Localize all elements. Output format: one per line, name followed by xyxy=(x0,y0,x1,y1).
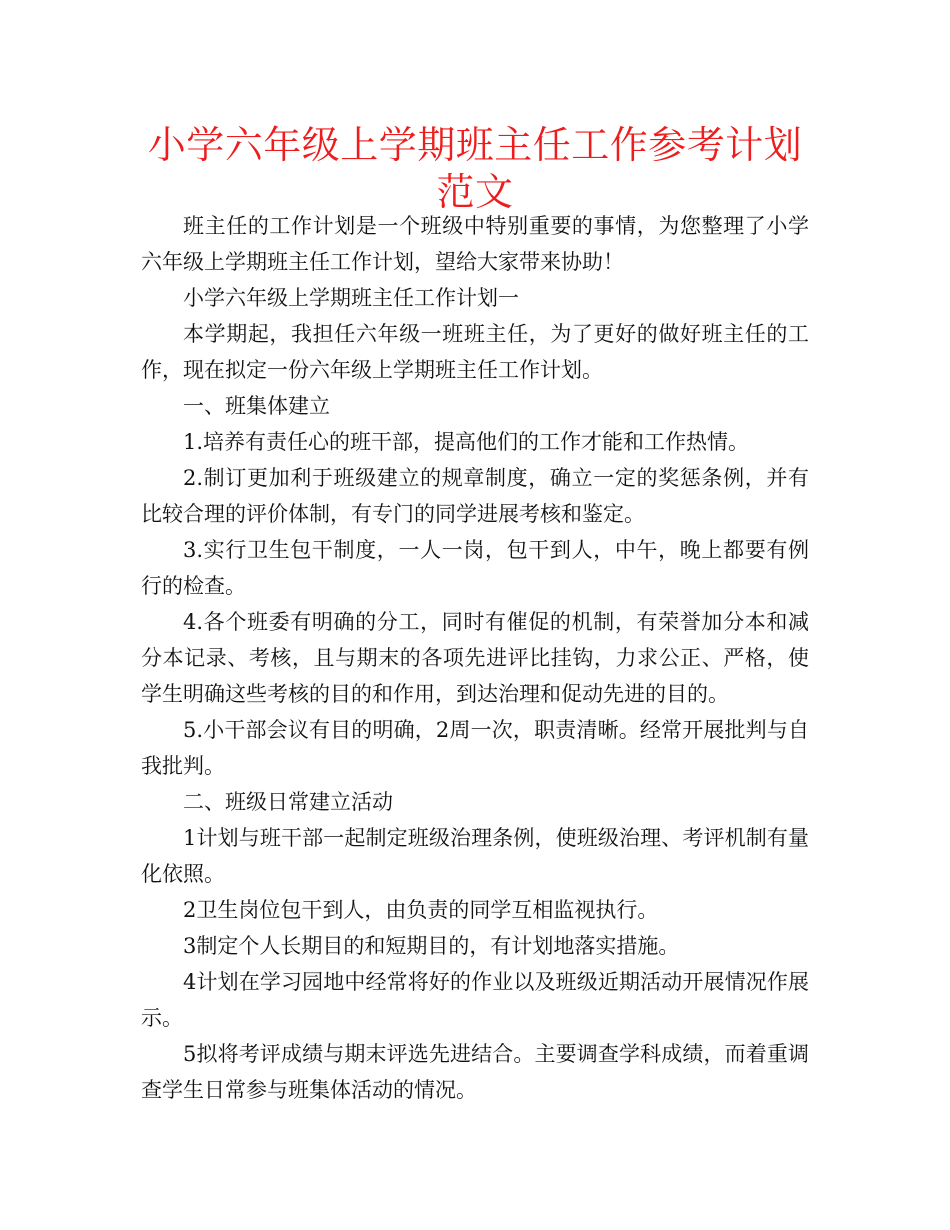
document-body xyxy=(141,208,809,1108)
list-item: 4计划在学习园地中经常将好的作业以及班级近期活动开展情况作展示。 xyxy=(141,970,809,1030)
list-item: 2卫生岗位包干到人，由负责的同学互相监视执行。 xyxy=(183,898,659,922)
list-item: 3.实行卫生包干制度，一人一岗，包干到人，中午，晚上都要有例行的检查。 xyxy=(141,538,809,598)
list-item: 3制定个人长期目的和短期目的，有计划地落实措施。 xyxy=(183,934,680,958)
body-paragraph: 本学期起，我担任六年级一班班主任，为了更好的做好班主任的工作，现在拟定一份六年级上学期班主任工作计划。 xyxy=(141,322,809,382)
intro-paragraph: 班主任的工作计划是一个班级中特别重要的事情，为您整理了小学六年级上学期班主任工作计划，望给大家带来协助！ xyxy=(141,214,809,274)
plan-heading: 小学六年级上学期班主任工作计划一 xyxy=(183,286,519,310)
section-heading: 一、班集体建立 xyxy=(183,394,330,418)
document-title: 小学六年级上学期班主任工作参考计划范文 xyxy=(147,123,803,214)
list-item: 1计划与班干部一起制定班级治理条例，使班级治理、考评机制有量化依照。 xyxy=(141,826,809,886)
list-item: 2.制订更加利于班级建立的规章制度，确立一定的奖惩条例，并有比较合理的评价体制，有专门的同学进展考核和鉴定。 xyxy=(141,466,809,526)
list-item: 1.培养有责任心的班干部，提高他们的工作才能和工作热情。 xyxy=(183,430,750,454)
list-item: 5拟将考评成绩与期末评选先进结合。主要调查学科成绩，而着重调查学生日常参与班集体活动的情况。 xyxy=(141,1042,809,1102)
list-item: 5.小干部会议有目的明确，2周一次，职责清晰。经常开展批判与自我批判。 xyxy=(141,718,809,778)
list-item: 4.各个班委有明确的分工，同时有催促的机制，有荣誉加分本和减分本记录、考核，且与期末的各项先进评比挂钩，力求公正、严格，使学生明确这些考核的目的和作用，到达治理和促动先进的目的。 xyxy=(141,610,809,706)
section-heading: 二、班级日常建立活动 xyxy=(183,790,393,814)
